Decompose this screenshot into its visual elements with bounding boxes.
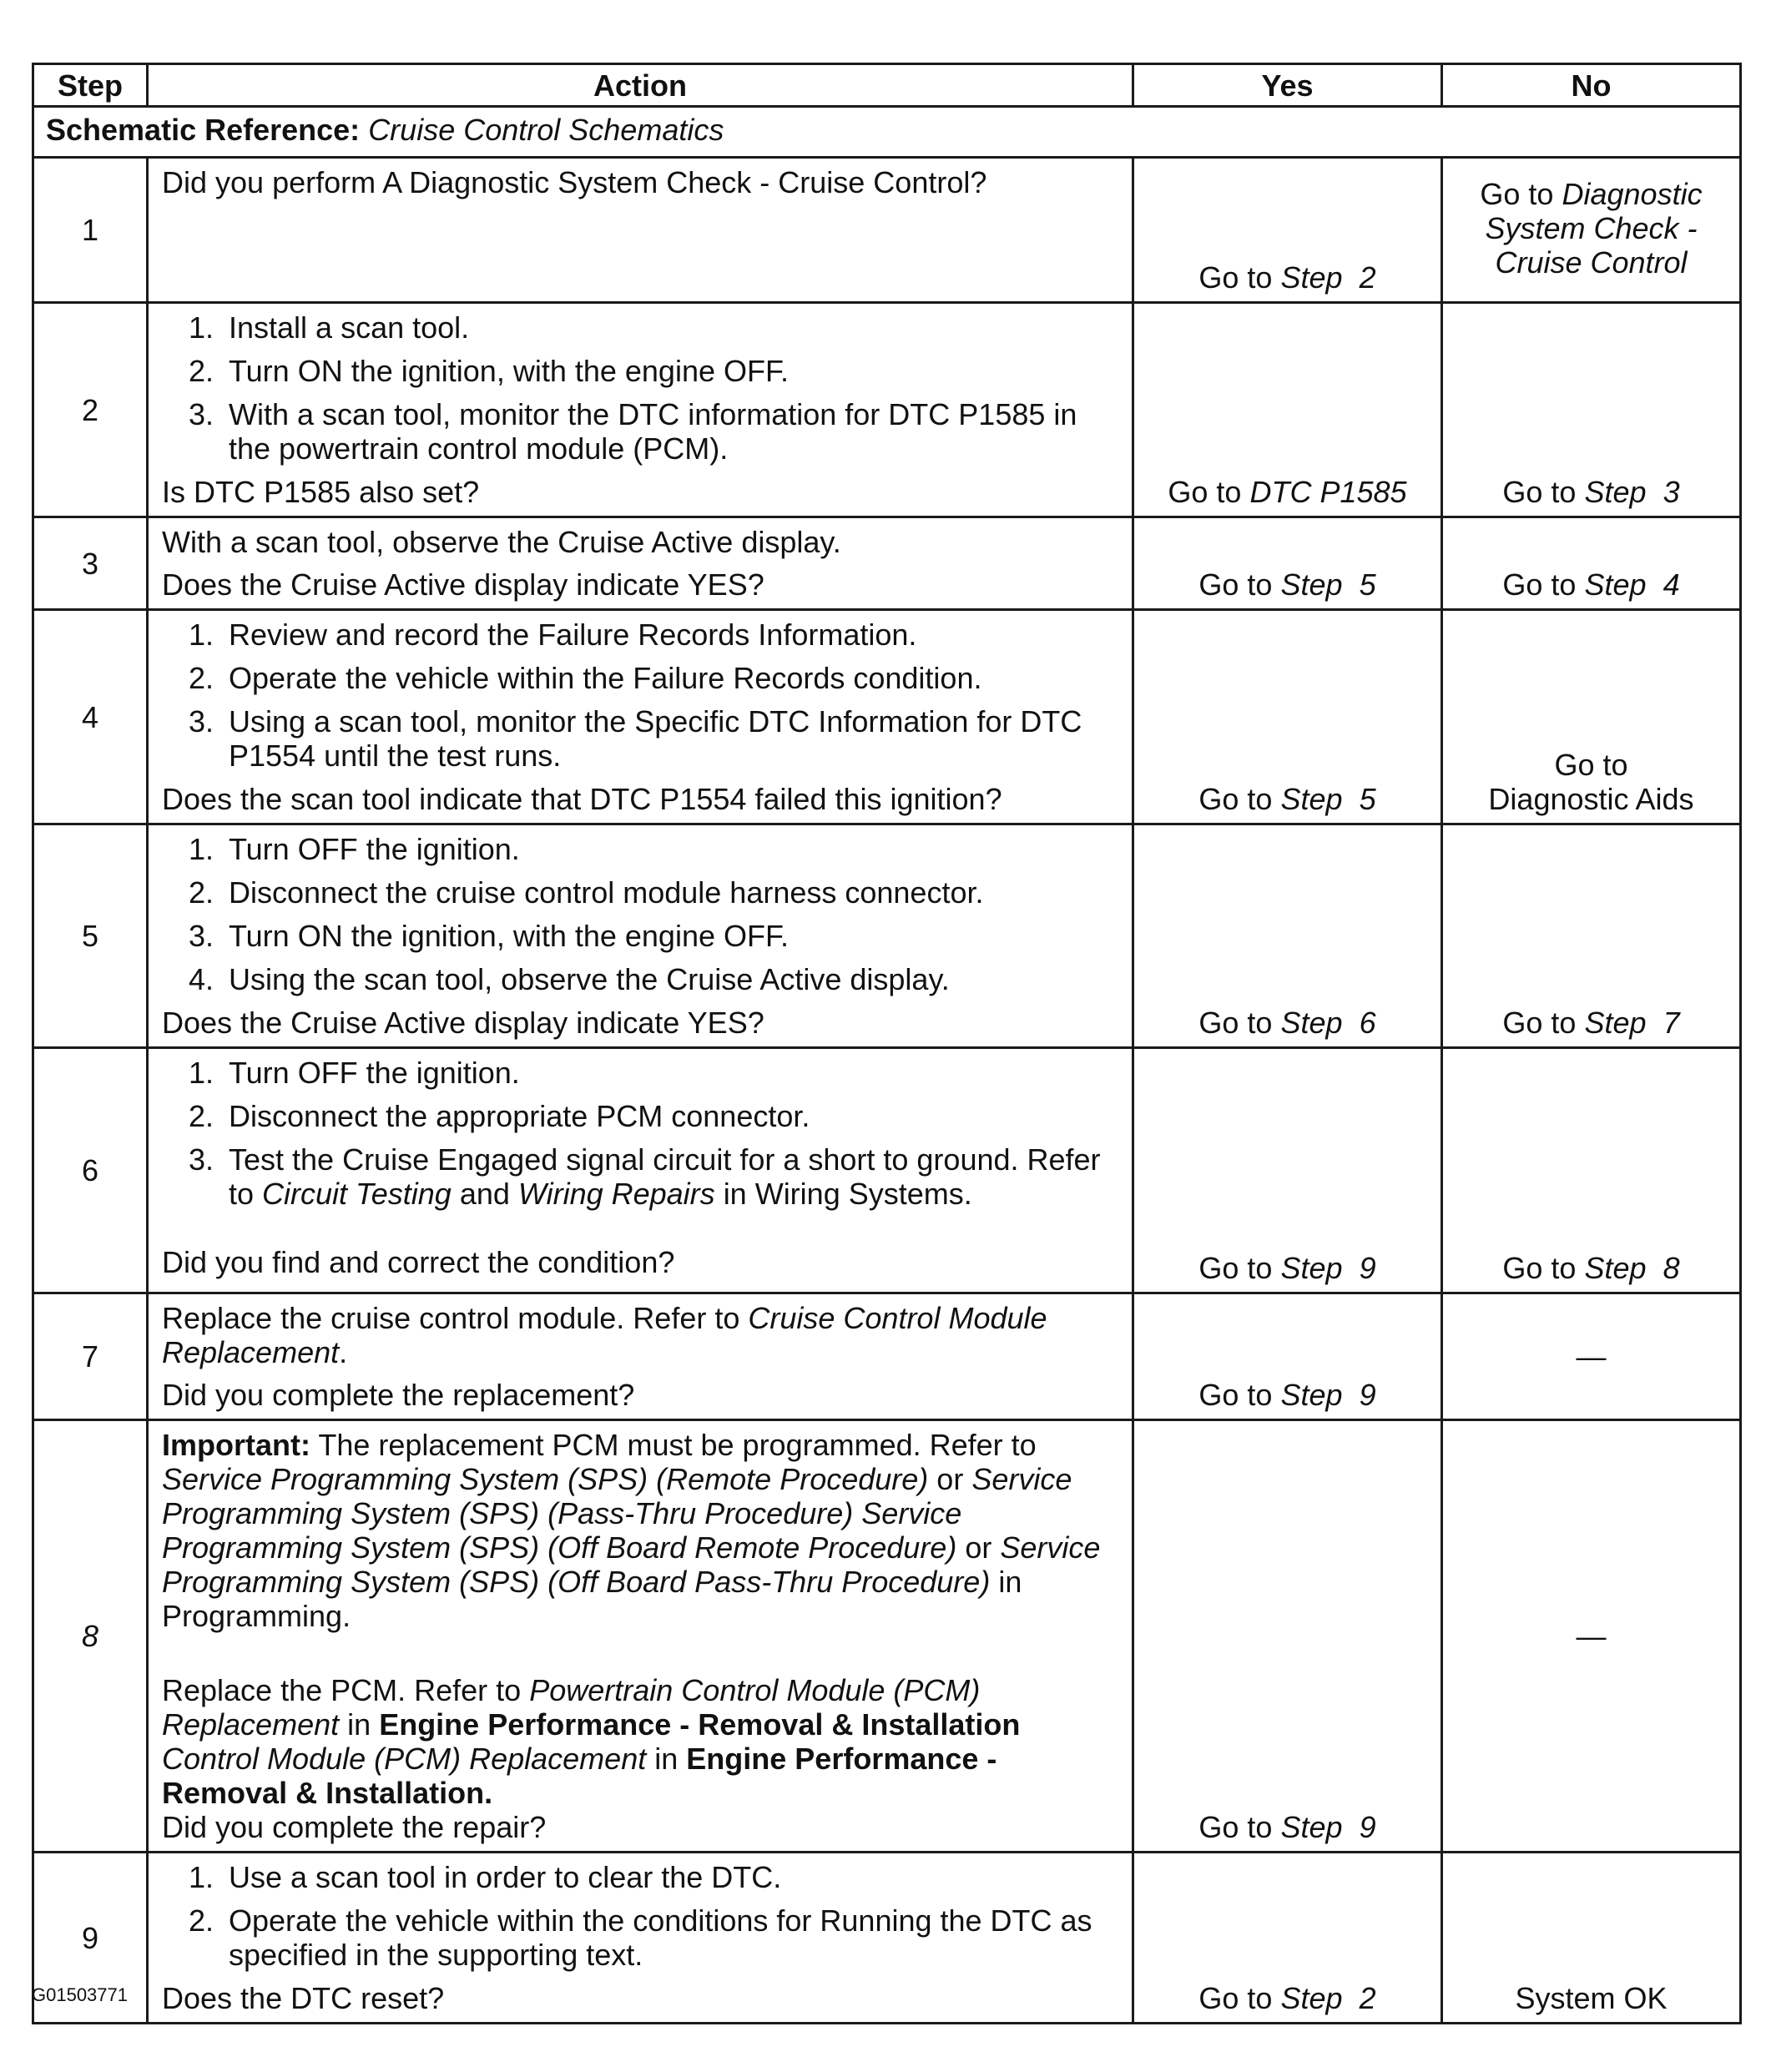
step-number: 7 [33,1293,148,1420]
sps-remote-link[interactable]: Service Programming System (SPS) (Remote Procedure) [162,1462,929,1496]
no-cell: Go to Step 8 [1442,1048,1741,1293]
question: Does the scan tool indicate that DTC P1554 failed this ignition? [162,782,1002,816]
no-cell [1442,158,1741,303]
list-item: 2. Disconnect the cruise control module harness connector. [189,875,984,910]
step-link[interactable]: Step 2 [1280,1981,1376,2015]
action-cell [148,1853,1133,2024]
list-item: 2. Turn ON the ignition, with the engine OFF. [189,354,789,388]
step-number: 6 [33,1048,148,1293]
table-row [33,1853,1741,2024]
go-to-text: Go to [1198,260,1273,295]
sps-pass-thru-link[interactable]: Service Programming System (SPS) (Pass-Thru Procedure) Service Programming System (SPS) (Off Board Remote Procedure) [162,1462,1072,1565]
action-cell [148,1048,1133,1293]
step-number: 1 [33,158,148,303]
question: Did you find and correct the condition? [162,1245,675,1279]
list-item: 3. With a scan tool, monitor the DTC information for DTC P1585 in the powertrain control module (PCM). [189,397,1077,466]
action-cell [148,303,1133,517]
yes-cell: Go to Step 9 [1133,1420,1442,1853]
action-cell [148,1293,1133,1420]
schematic-label: Schematic Reference: [46,113,361,147]
dtc-link[interactable]: DTC P1585 [1249,475,1407,509]
table-row [33,517,1741,610]
list-item: 3. Turn ON the ignition, with the engine OFF. [189,919,789,953]
go-to-text: Go to [1480,177,1554,211]
header-step: Step [33,64,148,107]
yes-cell: Go to Step 5 [1133,610,1442,824]
no-cell: Go to Step 3 [1442,303,1741,517]
diagnostic-table [32,63,1742,2024]
list-item: 2. Disconnect the appropriate PCM connector. [189,1099,810,1133]
step-link[interactable]: Step 6 [1280,1006,1376,1040]
diagnostic-system-check-link[interactable]: Diagnostic System Check - Cruise Control [1485,177,1703,280]
step-number: 3 [33,517,148,610]
step-number: 5 [33,824,148,1048]
action-list [162,1860,1120,1972]
schematic-row [33,107,1741,158]
circuit-testing-link[interactable]: Circuit Testing [262,1177,452,1211]
step-link[interactable]: Step 8 [1584,1251,1680,1285]
question: Did you complete the repair? [162,1810,547,1844]
action-list [162,618,1120,773]
no-cell: — [1442,1420,1741,1853]
step-number: 2 [33,303,148,517]
replace-instruction: Replace the PCM. Refer to Powertrain Control Module (PCM) Replacement in Engine Performance - Removal & Installation Control Module (PCM) Replacement in Engine Performance - Removal & Installation. [162,1673,1021,1810]
header-row [33,64,1741,107]
pcm-replacement-link[interactable]: Powertrain Control Module (PCM) Replacement [162,1673,981,1742]
list-item: 1. Turn OFF the ignition. [189,1056,520,1090]
question: Does the DTC reset? [162,1981,445,2015]
header-action: Action [148,64,1133,107]
step-number: 9 [33,1853,148,2024]
action-cell [148,158,1133,303]
table-row [33,158,1741,303]
action-cell [148,1420,1133,1853]
step-number: 4 [33,610,148,824]
control-module-replacement-link[interactable]: Control Module (PCM) Replacement [162,1742,647,1776]
yes-cell: Go to Step 5 [1133,517,1442,610]
diagnostic-aids-link[interactable]: Diagnostic Aids [1488,782,1694,816]
sps-off-board-pass-thru-link[interactable]: Service Programming System (SPS) (Off Board Pass-Thru Procedure) [162,1530,1101,1599]
step-link[interactable]: Step 9 [1280,1378,1376,1412]
list-item: 1. Review and record the Failure Records Information. [189,618,917,652]
no-cell: Go to Step 4 [1442,517,1741,610]
action-cell [148,824,1133,1048]
yes-cell: Go to Step 9 [1133,1048,1442,1293]
figure-id: G01503771 [32,1984,128,2005]
no-cell: — [1442,1293,1741,1420]
important-note: Important: The replacement PCM must be programmed. Refer to Service Programming System (SPS) (Remote Procedure) or Service Programming System (SPS) (Pass-Thru Procedure) Service Programming System (SPS) (Off Board Remote Procedure) or Service Programming System (SPS) (Off Board Pass-Thru Procedure) in Programming. [162,1428,1101,1633]
step-link[interactable]: Step 7 [1584,1006,1680,1040]
question: Did you perform A Diagnostic System Check - Cruise Control? [162,165,987,199]
list-item: 3. Using a scan tool, monitor the Specific DTC Information for DTC P1554 until the test runs. [189,704,1082,773]
question: Does the Cruise Active display indicate YES? [162,567,764,602]
list-item: 1. Turn OFF the ignition. [189,832,520,866]
yes-cell: Go to Step 2 [1133,1853,1442,2024]
header-yes: Yes [1133,64,1442,107]
no-cell: Go to Step 7 [1442,824,1741,1048]
list-item: 3. Test the Cruise Engaged signal circuit for a short to ground. Refer to Circuit Testing and Wiring Repairs in Wiring Systems. [189,1142,1101,1211]
list-item: 4. Using the scan tool, observe the Cruise Active display. [189,962,950,996]
schematic-link[interactable]: Cruise Control Schematics [368,113,724,147]
header-no: No [1442,64,1741,107]
table-row [33,1293,1741,1420]
cruise-module-replacement-link[interactable]: Cruise Control Module Replacement [162,1301,1047,1369]
list-item: 2. Operate the vehicle within the Failure Records condition. [189,661,982,695]
step-link[interactable]: Step 5 [1280,567,1376,602]
action-list [162,310,1120,466]
step-link[interactable]: Step 9 [1280,1810,1376,1844]
step-link[interactable]: Step 5 [1280,782,1376,816]
action-list [162,832,1120,996]
action-list [162,1056,1120,1211]
question: Did you complete the replacement? [162,1378,635,1412]
table-row [33,303,1741,517]
no-cell: Go to Diagnostic Aids [1442,610,1741,824]
step-link[interactable]: Step 9 [1280,1251,1376,1285]
list-item: 1. Use a scan tool in order to clear the DTC. [189,1860,782,1894]
intro-text: With a scan tool, observe the Cruise Active display. [162,525,841,559]
action-cell [148,517,1133,610]
yes-cell: Go to Step 6 [1133,824,1442,1048]
schematic-reference [33,107,1741,158]
step-link[interactable]: Step 3 [1584,475,1680,509]
yes-cell [1133,158,1442,303]
list-item: 2. Operate the vehicle within the conditions for Running the DTC as specified in the supporting text. [189,1903,1092,1972]
wiring-repairs-link[interactable]: Wiring Repairs [517,1177,715,1211]
table-row [33,1048,1741,1293]
step-link[interactable]: Step 4 [1584,567,1680,602]
yes-cell: Go to DTC P1585 [1133,303,1442,517]
question: Is DTC P1585 also set? [162,475,480,509]
table-row [33,610,1741,824]
instruction-text: Replace the cruise control module. Refer to Cruise Control Module Replacement. [162,1301,1047,1369]
question: Does the Cruise Active display indicate YES? [162,1006,764,1040]
step-number: 8 [33,1420,148,1853]
important-label: Important: [162,1428,310,1462]
table-row [33,1420,1741,1853]
action-cell [148,610,1133,824]
yes-cell: Go to Step 9 [1133,1293,1442,1420]
no-cell: System OK [1442,1853,1741,2024]
step-link[interactable]: Step 2 [1280,260,1376,295]
table-row [33,824,1741,1048]
list-item: 1. Install a scan tool. [189,310,470,345]
